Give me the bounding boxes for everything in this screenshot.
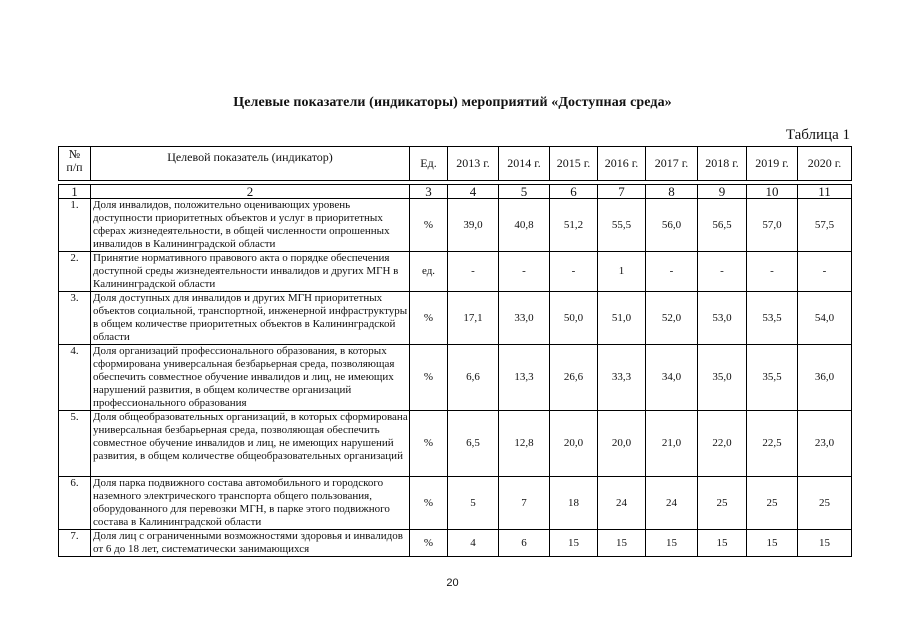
indicator-value: 1 [598,252,646,292]
indicator-value: 56,5 [698,199,747,252]
indicator-value: 36,0 [798,345,852,411]
indicator-value: 25 [747,477,798,530]
indicator-value: 15 [747,530,798,557]
indicator-value: 20,0 [598,411,646,477]
header-year: 2014 г. [499,147,550,181]
indicator-value: 24 [598,477,646,530]
indicator-value: 35,0 [698,345,747,411]
indicator-unit: % [410,199,448,252]
indicator-value: 51,0 [598,292,646,345]
indicator-value: 25 [698,477,747,530]
column-number: 9 [698,185,747,199]
indicator-description: Доля общеобразовательных организаций, в которых сформирована универсальная безбарьерная среда, позволяющая обеспечить совместное обучение инвалидов и лиц, не имеющих нарушений развития, в общем количестве общеобразовательных организаций [91,411,410,477]
indicator-value: 15 [698,530,747,557]
column-number: 1 [59,185,91,199]
indicator-value: 6,5 [448,411,499,477]
indicator-value: 7 [499,477,550,530]
indicator-description: Принятие нормативного правового акта о порядке обеспечения доступной среды жизнедеятельности инвалидов и других МГН в Калининградской области [91,252,410,292]
row-number: 1. [59,199,91,252]
row-number: 7. [59,530,91,557]
indicator-value: 18 [550,477,598,530]
row-number: 2. [59,252,91,292]
header-indicator-col: Целевой показатель (индикатор) [91,147,410,181]
indicator-value: 57,5 [798,199,852,252]
header-year: 2020 г. [798,147,852,181]
row-number: 3. [59,292,91,345]
indicator-value: 20,0 [550,411,598,477]
header-year: 2017 г. [646,147,698,181]
indicator-value: 6,6 [448,345,499,411]
table-row [59,292,852,345]
indicator-description: Доля организаций профессионального образования, в которых сформирована универсальная безбарьерная среда, позволяющая обеспечить совместное обучение инвалидов и лиц, не имеющих нарушений развития, в общем количестве организаций профессионального образования [91,345,410,411]
indicator-unit: % [410,345,448,411]
indicator-description: Доля лиц с ограниченными возможностями здоровья и инвалидов от 6 до 18 лет, систематически занимающихся [91,530,410,557]
row-number: 6. [59,477,91,530]
column-number: 6 [550,185,598,199]
indicator-value: 33,0 [499,292,550,345]
table-row [59,477,852,530]
indicator-value: 12,8 [499,411,550,477]
indicator-value: 5 [448,477,499,530]
indicator-value: 33,3 [598,345,646,411]
header-number-label: № п/п [66,147,83,174]
indicator-value: 22,0 [698,411,747,477]
indicator-description: Доля парка подвижного состава автомобильного и городского наземного электрического транспорта общего пользования, оборудованного для перевозки МГН, в парке этого подвижного состава в Калининградской области [91,477,410,530]
column-number: 2 [91,185,410,199]
indicator-value: - [747,252,798,292]
table-caption: Таблица 1 [785,127,850,143]
header-unit-col: Ед. [410,147,448,181]
header-year: 2016 г. [598,147,646,181]
indicator-unit: ед. [410,252,448,292]
column-number: 3 [410,185,448,199]
indicator-value: - [499,252,550,292]
header-year: 2013 г. [448,147,499,181]
indicator-value: - [646,252,698,292]
column-number-row [59,185,852,199]
table-row [59,345,852,411]
indicator-value: 53,0 [698,292,747,345]
indicator-value: 55,5 [598,199,646,252]
indicator-value: 50,0 [550,292,598,345]
indicator-value: 25 [798,477,852,530]
column-number: 11 [798,185,852,199]
indicator-value: 34,0 [646,345,698,411]
column-number: 5 [499,185,550,199]
indicator-value: 15 [798,530,852,557]
table-row [59,199,852,252]
indicator-value: - [698,252,747,292]
indicator-value: 51,2 [550,199,598,252]
document-title: Целевые показатели (индикаторы) мероприятий «Доступная среда» [233,95,672,110]
page-number: 20 [446,577,459,589]
indicator-value: 13,3 [499,345,550,411]
column-number: 8 [646,185,698,199]
indicator-value: 17,1 [448,292,499,345]
header-year: 2015 г. [550,147,598,181]
indicator-value: 40,8 [499,199,550,252]
table-row [59,411,852,477]
indicator-unit: % [410,477,448,530]
indicator-value: 15 [598,530,646,557]
indicator-value: - [798,252,852,292]
indicator-description: Доля инвалидов, положительно оценивающих уровень доступности приоритетных объектов и услуг в приоритетных сферах жизнедеятельности, в общей численности опрошенных инвалидов в Калининградской области [91,199,410,252]
indicator-value: 54,0 [798,292,852,345]
indicator-value: 6 [499,530,550,557]
indicator-value: - [550,252,598,292]
indicator-value: 52,0 [646,292,698,345]
table-header [58,146,852,181]
column-number: 10 [747,185,798,199]
header-number-col [59,147,91,181]
row-number: 4. [59,345,91,411]
table-row [59,252,852,292]
indicator-value: 21,0 [646,411,698,477]
indicator-value: 24 [646,477,698,530]
indicator-value: 23,0 [798,411,852,477]
indicator-value: - [448,252,499,292]
indicator-unit: % [410,411,448,477]
header-year: 2018 г. [698,147,747,181]
indicator-value: 39,0 [448,199,499,252]
indicator-value: 4 [448,530,499,557]
indicator-value: 22,5 [747,411,798,477]
table-row [59,530,852,557]
indicator-value: 26,6 [550,345,598,411]
indicator-value: 53,5 [747,292,798,345]
indicator-value: 15 [550,530,598,557]
header-year: 2019 г. [747,147,798,181]
column-number: 7 [598,185,646,199]
indicator-value: 35,5 [747,345,798,411]
row-number: 5. [59,411,91,477]
indicator-value: 57,0 [747,199,798,252]
indicator-unit: % [410,292,448,345]
indicator-unit: % [410,530,448,557]
indicator-value: 56,0 [646,199,698,252]
indicator-value: 15 [646,530,698,557]
indicator-description: Доля доступных для инвалидов и других МГН приоритетных объектов социальной, транспортной, инженерной инфраструктуры в общем количестве приоритетных объектов в Калининградской области [91,292,410,345]
column-number: 4 [448,185,499,199]
indicators-table [58,184,852,557]
